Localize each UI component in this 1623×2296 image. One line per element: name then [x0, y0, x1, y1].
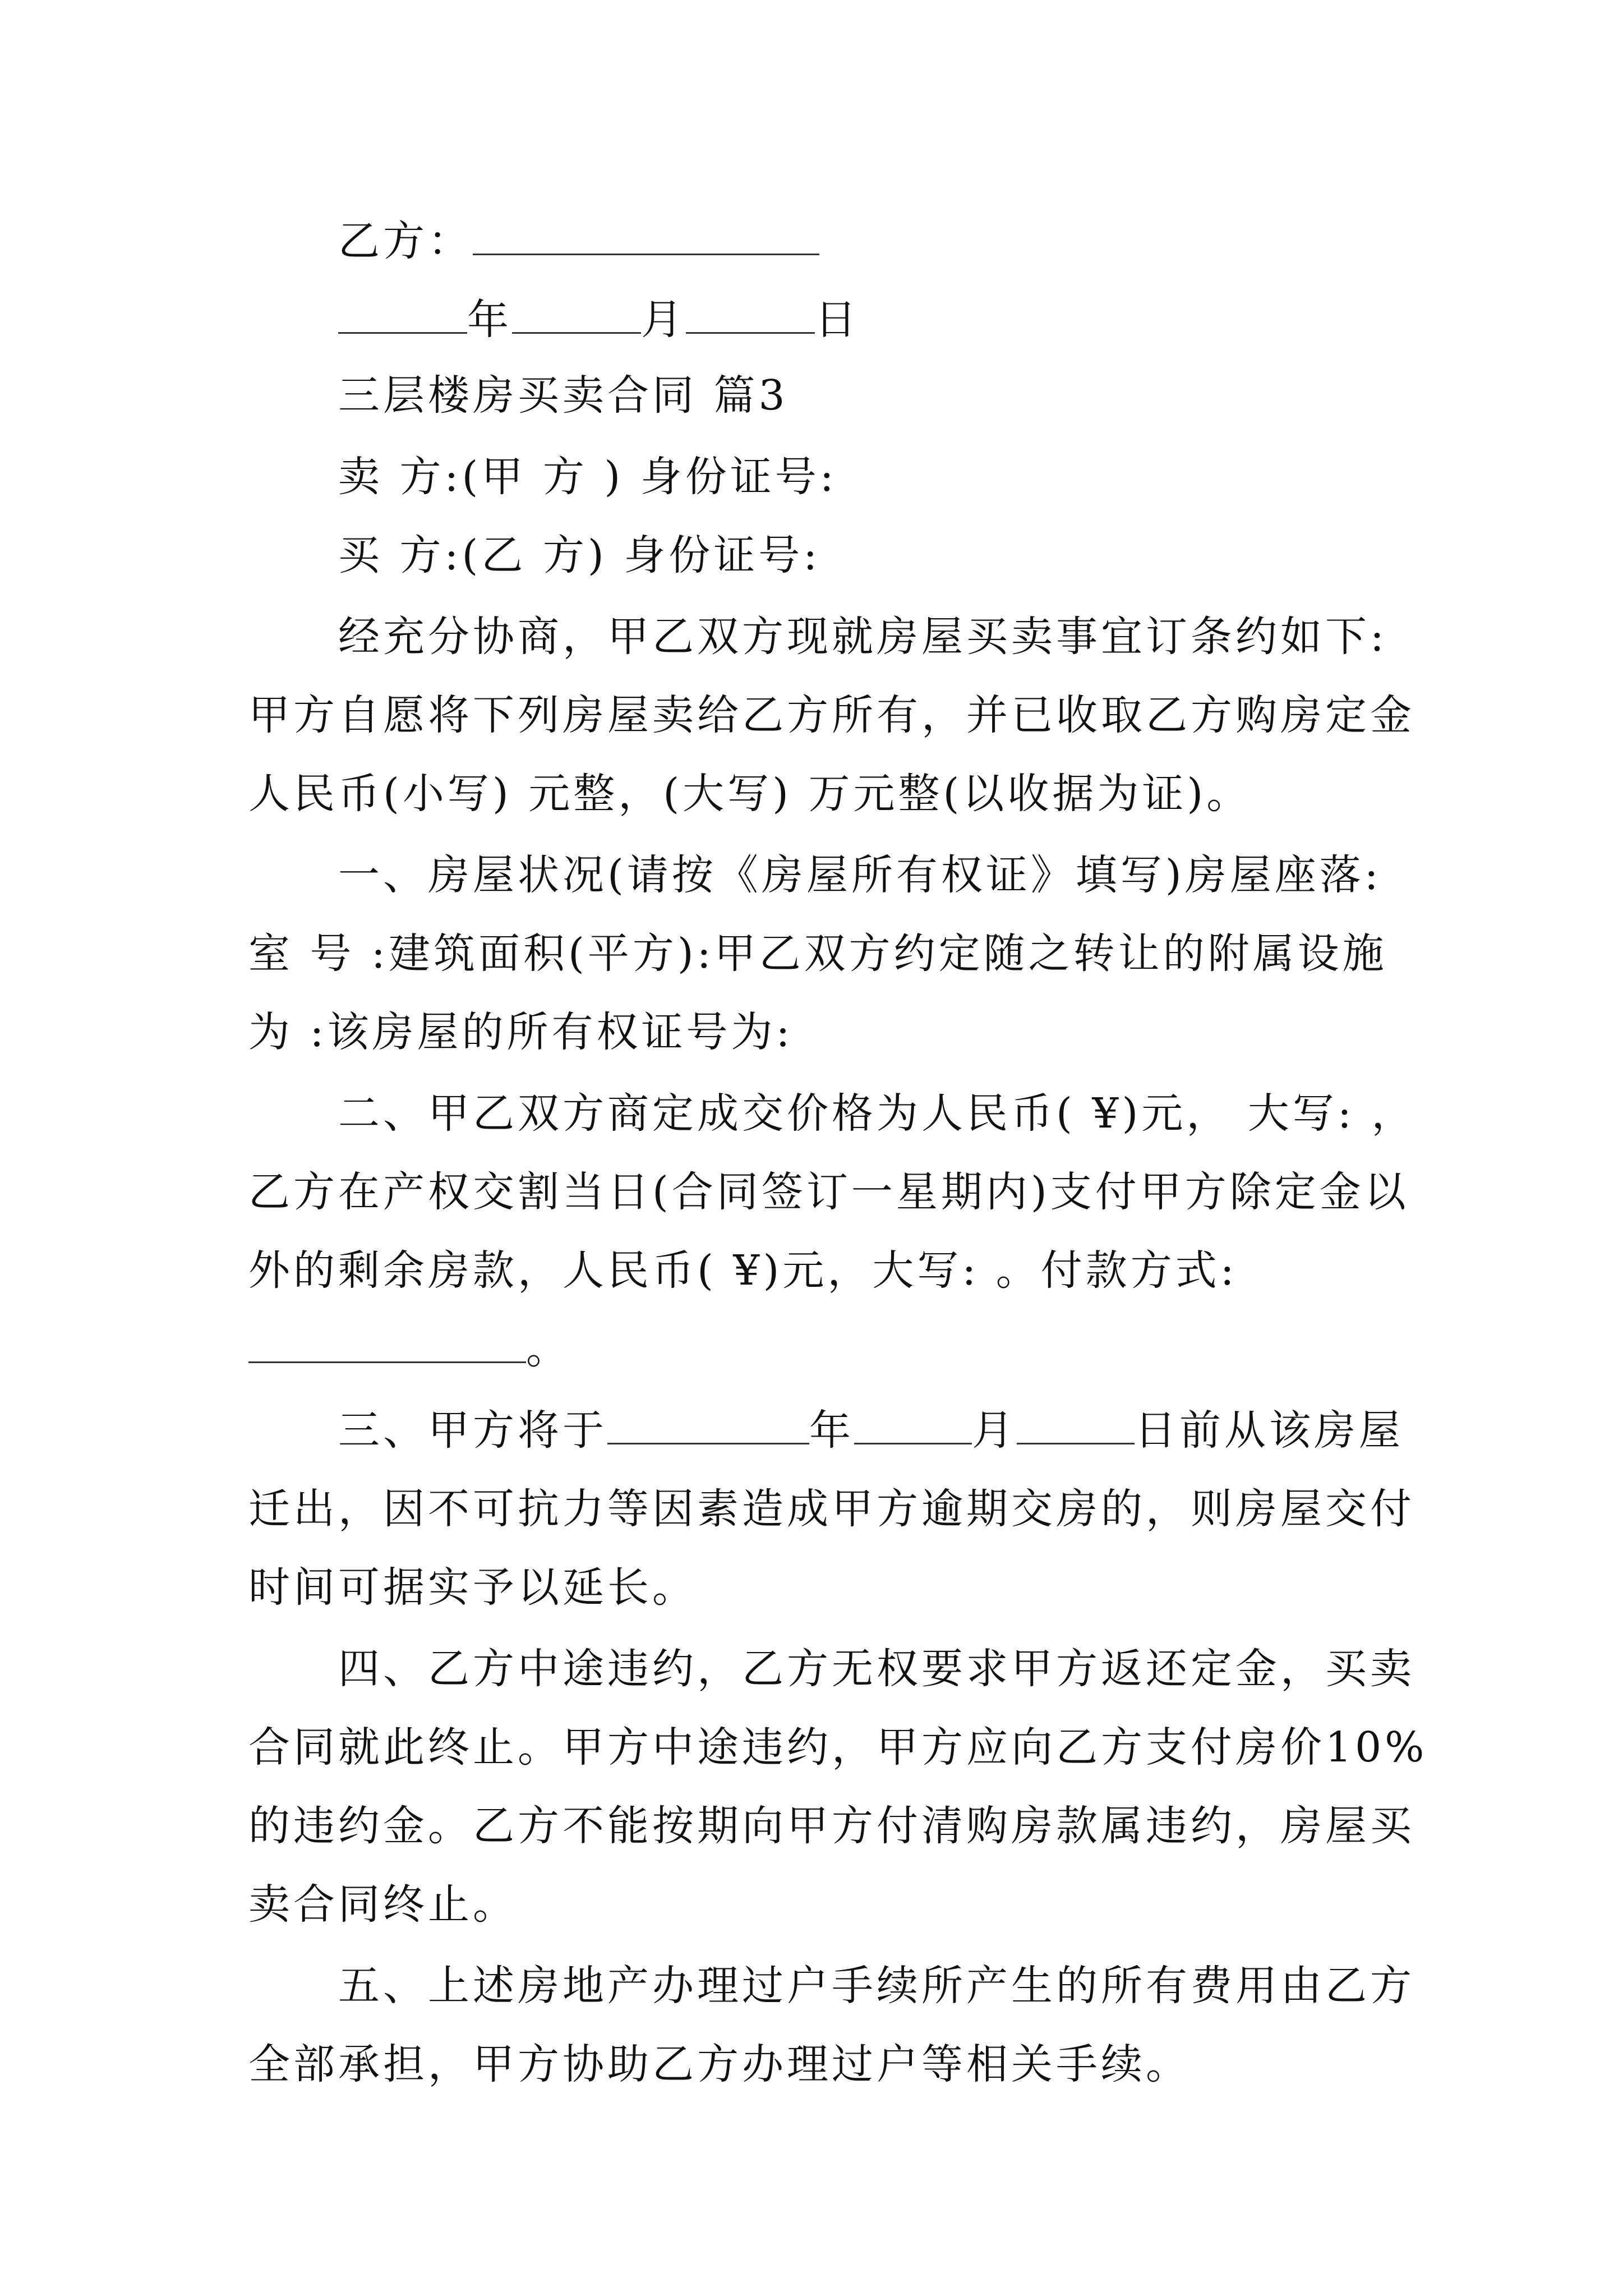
paragraph-intro-line-3: 人民币(小写) 元整，(大写) 万元整(以收据为证)。 [248, 770, 1252, 818]
year-blank [338, 293, 467, 334]
buyer-line: 买 方:(乙 方) 身份证号: [338, 531, 821, 579]
payment-method-blank [248, 1322, 526, 1363]
date-line [338, 292, 860, 348]
paragraph-intro-line-2: 甲方自愿将下列房屋卖给乙方所有，并已收取乙方购房定金 [248, 691, 1415, 739]
year-label: 年 [467, 296, 512, 344]
move-out-day-blank [1017, 1404, 1135, 1444]
clause-4-line-3: 的违约金。乙方不能按期向甲方付清购房款属违约，房屋买 [248, 1802, 1415, 1850]
clause-4-line-4: 卖合同终止。 [248, 1880, 518, 1929]
day-label: 日 [815, 296, 860, 344]
move-out-month-label: 月 [972, 1406, 1017, 1455]
month-label: 月 [641, 296, 686, 344]
clause-3-line-2: 迁出，因不可抗力等因素造成甲方逾期交房的，则房屋交付 [248, 1485, 1415, 1533]
party-b-signature-line [338, 213, 819, 269]
clause-4-line-1: 四、乙方中途违约，乙方无权要求甲方返还定金，买卖 [338, 1645, 1415, 1693]
clause-1-line-2: 室 号 :建筑面积(平方):甲乙双方约定随之转让的附属设施 [248, 930, 1387, 978]
clause-3-line-3: 时间可据实予以延长。 [248, 1563, 697, 1612]
clause-2-line-2: 乙方在产权交割当日(合同签订一星期内)支付甲方除定金以 [248, 1168, 1409, 1216]
move-out-year-blank [607, 1404, 809, 1444]
seller-line: 卖 方:(甲 方 ) 身份证号: [338, 453, 837, 501]
clause-2-line-1: 二、甲乙双方商定成交价格为人民币( ¥)元， 大写: ， [338, 1089, 1417, 1138]
move-out-year-label: 年 [809, 1406, 854, 1455]
clause-1-line-1: 一、房屋状况(请按《房屋所有权证》填写)房屋座落: [338, 851, 1382, 899]
party-b-label: 乙方： [338, 217, 473, 265]
party-b-blank [473, 214, 819, 255]
clause-3-line-1 [338, 1402, 1404, 1458]
clause-2-line-4 [248, 1321, 571, 1377]
clause-2-line-3: 外的剩余房款，人民币( ¥)元，大写: 。付款方式: [248, 1246, 1238, 1295]
paragraph-intro-line-1: 经充分协商，甲乙双方现就房屋买卖事宜订条约如下: [338, 613, 1387, 661]
day-blank [686, 293, 815, 334]
clause-5-line-2: 全部承担，甲方协助乙方办理过户等相关手续。 [248, 2040, 1191, 2088]
payment-method-period: 。 [526, 1325, 571, 1373]
clause-4-line-2: 合同就此终止。甲方中途违约，甲方应向乙方支付房价10% [248, 1723, 1428, 1772]
move-out-month-blank [854, 1404, 972, 1444]
section-heading: 三层楼房买卖合同 篇3 [338, 371, 789, 420]
clause-1-line-3: 为 :该房屋的所有权证号为: [248, 1008, 794, 1056]
clause-5-line-1: 五、上述房地产办理过户手续所产生的所有费用由乙方 [338, 1962, 1415, 2010]
clause-3-prefix: 三、甲方将于 [338, 1406, 607, 1455]
month-blank [512, 293, 641, 334]
move-out-day-suffix: 日前从该房屋 [1135, 1406, 1404, 1455]
